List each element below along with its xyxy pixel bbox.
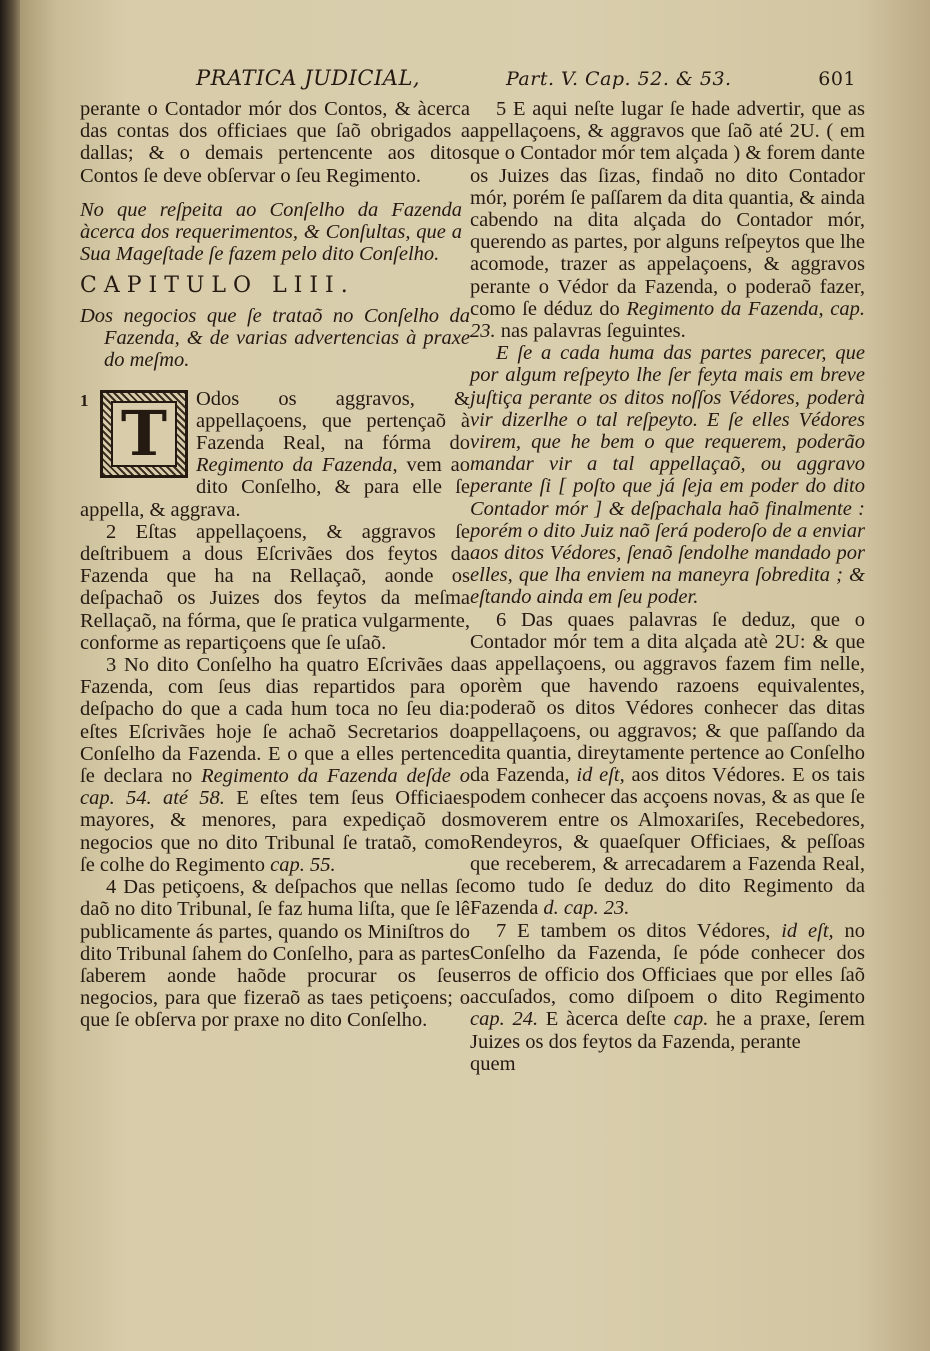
paragraph-3 xyxy=(80,654,470,876)
p7-text-d: cap. 24. xyxy=(470,1008,539,1031)
p7-text-b: id eſt, xyxy=(781,919,834,942)
p3-text-c: E eſtes tem ſeus Officiaes mayores, & menores, para expediçaõ dos negocios que no dito Tribunal ſe trataõ, como ſe colhe do Regimento xyxy=(80,787,470,876)
p7-text-f: cap. xyxy=(673,1008,709,1031)
p6-text-a: 6 Das quaes palavras ſe deduz, que o Contador mór tem a dita alçada atè 2U: & que as appellaçoens, ou aggravos fazem fim nelle, porèm que havendo razoens equivalentes, poderaõ os ditos Védores conhecer das ditas appellaçoens, ou aggravos; & que paſſando da dita quantia, direytamente pertence ao Conſelho da Fazenda, xyxy=(470,608,865,787)
p5-text-b: Regimento da Fazenda, cap. 23. xyxy=(470,297,865,343)
initial-letter: T xyxy=(111,401,177,467)
p1-text-b: Regimento da Fazenda xyxy=(196,454,393,477)
right-column xyxy=(470,98,865,1075)
ornamental-initial xyxy=(100,390,188,478)
header-title: PRATICA JUDICIAL, xyxy=(196,66,421,90)
p1-text-c: , vem ao dito Conſelho, & para elle ſe appella, & aggrava. xyxy=(80,454,470,521)
p6-text-b: id eſt, xyxy=(576,764,625,787)
book-spine-edge xyxy=(0,0,20,1351)
book-page xyxy=(20,0,930,1351)
p6-text-c: aos ditos Védores. E os tais podem conhecer das acçoens novas, & as que ſe moverem entre os Almoxariſes, Recebedores, Rendeyros, & quaeſquer Officiaes, & peſſoas que receberem, & arrecadarem a Fazenda Real, como tudo ſe deduz do dito Regimento da Fazenda xyxy=(470,764,865,920)
paragraph-6 xyxy=(470,609,865,920)
p5-text-c: nas palavras ſeguintes. xyxy=(500,320,686,343)
p5-text-a: 5 E aqui neſte lugar ſe hade advertir, que as appellaçoens, & aggravos que ſaõ até 2U. ( em que o Contador mór tem alçada ) & forem dante os Juizes das ſizas, findaõ no dito Contador mór, porém ſe paſſarem da dita quantia, & ainda cabendo na dita alçada do Contador mór, querendo as partes, por alguns reſpeytos que lhe acomode, trazer as appelaçoens, & aggravos perante o Védor da Fazenda, o poderaõ fazer, como ſe déduz do xyxy=(470,98,865,320)
section-subheading: No que reſpeita ao Conſelho da Fazenda àcerca dos requerimentos, & Conſultas, que a Sua Mageſtade ſe fazem pelo dito Conſelho. xyxy=(80,198,462,265)
p3-text-a: 3 No dito Conſelho ha quatro Eſcrivães da Fazenda, com ſeus dias repartidos para o deſpacho do que a cada hum toca no ſeu dia: eſtes Eſcrivães hoje ſe achaõ Secretarios do Conſelho da Fazenda. E o que a elles pertence ſe declara no xyxy=(80,654,470,788)
paragraph-marker: 1 xyxy=(80,390,89,410)
catchword: quem xyxy=(470,1052,516,1075)
p3-text-d: cap. 55. xyxy=(270,853,336,876)
chapter-description: Dos negocios que ſe trataõ no Conſelho da Fazenda, & de varias advertencias à praxe do meſmo. xyxy=(80,305,470,372)
p3-text-b: Regimento da Fazenda deſde o cap. 54. até 58. xyxy=(80,765,470,810)
paragraph-5 xyxy=(470,98,865,342)
regimento-quotation: E ſe a cada huma das partes parecer, que por algum reſpeyto lhe ſer feyta mais em breve juſtiça perante os ditos noſſos Védores, poderà vir dizerlhe o tal reſpeyto. E ſe elles Védores virem, que he bem o que requerem, poderão mandar vir a tal appellaçaõ, ou aggravo perante ſi [ poſto que já ſeja em poder do dito Contador mór ] & deſpachala haõ finalmente : porém o dito Juiz naõ ſerá poderoſo de a enviar aos ditos Védores, ſenaõ ſendolhe mandado por elles, que lha enviem na maneyra ſobredita ; & eſtando ainda em ſeu poder. xyxy=(470,342,865,609)
left-column xyxy=(80,98,470,1032)
p1-text-a: Odos os aggravos, & appellaçoens, que pertençaõ à Fazenda Real, na fórma do xyxy=(196,387,470,455)
paragraph-2: 2 Eſtas appellaçoens, & aggravos ſe deſtribuem a dous Eſcrivães dos feytos da Fazenda que ha na Rellaçaõ, aonde os deſpachaõ os Juizes dos feytos da meſma Rellaçaõ, na fórma, que ſe pratica vulgarmente, conforme as repartiçoens que ſe uſaõ. xyxy=(80,520,470,654)
p6-text-d: d. cap. 23. xyxy=(543,897,630,920)
chapter-heading: CAPITULO LIII. xyxy=(80,272,355,298)
running-header xyxy=(196,66,856,96)
paragraph-continuation: perante o Contador mór dos Contos, & àcerca das contas dos officiaes que ſaõ obrigados a dallas; & o demais pertencente aos ditos Contos ſe deve obſervar o ſeu Regimento. xyxy=(80,98,470,187)
header-part-chapter: Part. V. Cap. 52. & 53. xyxy=(506,68,732,90)
paragraph-4: 4 Das petiçoens, & deſpachos que nellas ſe daõ no dito Tribunal, ſe faz huma liſta, que ſe lê publicamente ás partes, quando os Miniſtros do dito Tribunal ſahem do Conſelho, para as partes ſaberem aonde haõde procurar os ſeus negocios, para que fizeraõ as taes petiçoens; o que ſe obſerva por praxe no dito Conſelho. xyxy=(80,876,470,1032)
p7-text-e: E àcerca deſte xyxy=(545,1008,666,1031)
paragraph-7 xyxy=(470,920,865,1053)
paragraph-1 xyxy=(80,388,470,521)
p7-text-g: he a praxe, ſerem Juizes os dos feytos da Fazenda, perante xyxy=(470,1008,866,1053)
p7-text-a: 7 E tambem os ditos Védores, xyxy=(496,919,771,942)
page-number: 601 xyxy=(818,68,856,90)
p7-text-c: no Conſelho da Fazenda, ſe póde conhecer dos erros de officio dos Officiaes que por elles ſaõ accuſados, como diſpoem o dito Regimento xyxy=(470,919,866,1009)
